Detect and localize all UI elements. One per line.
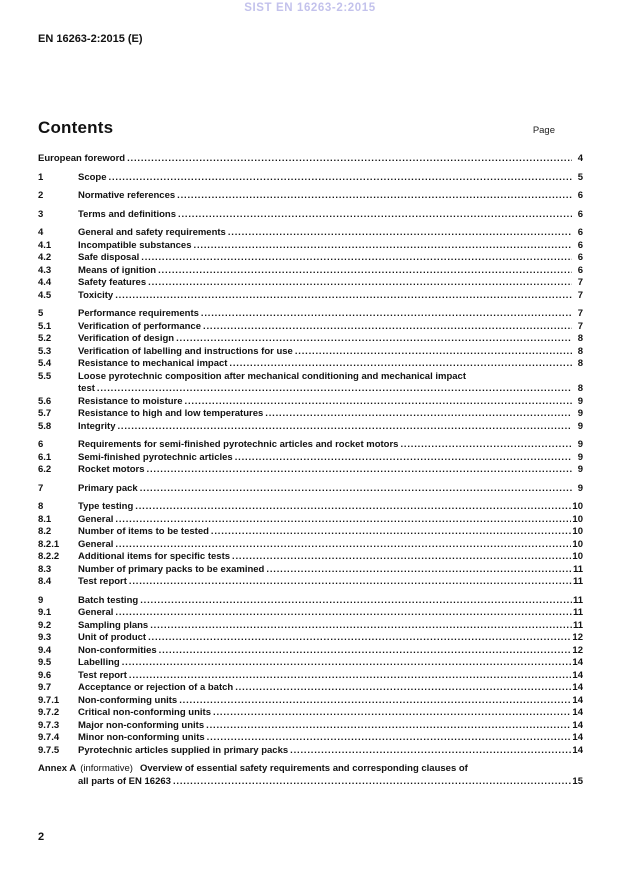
toc-row bbox=[38, 346, 583, 359]
toc-entry-label: Semi-finished pyrotechnic articles bbox=[78, 451, 233, 463]
toc-entry-number: 6 bbox=[38, 439, 44, 450]
toc-entry-number: 8.2.1 bbox=[38, 538, 60, 550]
toc-row bbox=[38, 227, 583, 240]
annex-page: 15 bbox=[572, 775, 583, 787]
toc-entry-number: 7 bbox=[38, 482, 44, 494]
toc-entry-label: Critical non-conforming units bbox=[78, 707, 211, 718]
toc-entry-label: Major non-conforming units bbox=[78, 719, 205, 731]
toc-entry-label: Means of ignition bbox=[78, 264, 157, 276]
annex-continuation: all parts of EN 16263 bbox=[78, 775, 171, 787]
leader-dots bbox=[148, 632, 571, 645]
toc-entry-number: 5.4 bbox=[38, 358, 52, 369]
toc-entry-number: 5.6 bbox=[38, 395, 52, 407]
toc-entry-label: Verification of labelling and instructions for use bbox=[78, 345, 293, 357]
toc-entry-page: 9 bbox=[577, 395, 583, 407]
toc-entry-number: 5.5 bbox=[38, 370, 52, 382]
toc-entry-page: 9 bbox=[577, 482, 583, 494]
footer-page-number: 2 bbox=[38, 831, 45, 843]
leader-dots bbox=[129, 576, 572, 589]
toc-entry-page: 14 bbox=[572, 682, 583, 693]
toc-row bbox=[38, 421, 583, 434]
toc-entry-page: 14 bbox=[572, 732, 583, 743]
toc-entry-page: 10 bbox=[572, 551, 583, 562]
toc-entry-page: 11 bbox=[572, 607, 583, 618]
toc-entry-page: 6 bbox=[577, 264, 583, 276]
toc-entry-number: 8.2 bbox=[38, 526, 52, 537]
toc-entry-page: 4 bbox=[577, 153, 583, 164]
leader-dots bbox=[229, 358, 572, 371]
toc-entry-number: 4 bbox=[38, 227, 44, 238]
toc-row bbox=[38, 514, 583, 527]
toc-entry-page: 12 bbox=[572, 644, 583, 656]
toc-entry-label: Test report bbox=[78, 576, 127, 587]
toc-entry-label: Verification of design bbox=[78, 333, 175, 344]
page-column-label: Page bbox=[532, 125, 555, 136]
toc-entry-label: Acceptance or rejection of a batch bbox=[78, 682, 234, 693]
leader-dots bbox=[207, 732, 572, 745]
leader-dots bbox=[97, 383, 572, 396]
toc-entry-number: 9.4 bbox=[38, 644, 52, 656]
toc-row bbox=[38, 209, 583, 222]
leader-dots bbox=[265, 408, 572, 421]
toc-entry-label: Sampling plans bbox=[78, 619, 149, 631]
leader-dots bbox=[177, 190, 572, 203]
toc-row bbox=[38, 732, 583, 745]
toc-entry-label: Number of items to be tested bbox=[78, 526, 209, 537]
toc-entry-label: Minor non-conforming units bbox=[78, 732, 205, 743]
leader-dots bbox=[140, 483, 572, 496]
toc-entry-page: 5 bbox=[577, 171, 583, 183]
toc-row bbox=[38, 371, 583, 396]
toc-row bbox=[38, 396, 583, 409]
toc-row bbox=[38, 277, 583, 290]
toc-entry-label: Pyrotechnic articles supplied in primary packs bbox=[78, 744, 289, 756]
toc-list bbox=[38, 153, 583, 788]
toc-row bbox=[38, 682, 583, 695]
toc-entry-label: Rocket motors bbox=[78, 464, 145, 475]
toc-entry-number: 5.7 bbox=[38, 408, 52, 419]
leader-dots bbox=[213, 707, 571, 720]
toc-entry-number: 9.6 bbox=[38, 669, 52, 681]
toc-entry-page: 6 bbox=[577, 227, 583, 238]
toc-entry-number: 9.7.2 bbox=[38, 707, 60, 718]
leader-dots bbox=[266, 564, 572, 577]
toc-entry-label: Requirements for semi-finished pyrotechnic articles and rocket motors bbox=[78, 439, 399, 450]
toc-entry-number: 9.7 bbox=[38, 682, 52, 693]
toc-entry-label: Labelling bbox=[78, 657, 120, 668]
contents-header bbox=[38, 118, 583, 138]
toc-entry-label: Integrity bbox=[78, 420, 116, 432]
toc-row bbox=[38, 190, 583, 203]
toc-entry-label: European foreword bbox=[38, 153, 126, 164]
leader-dots bbox=[400, 439, 572, 452]
toc-row bbox=[38, 333, 583, 346]
toc-entry-label: Resistance to high and low temperatures bbox=[78, 408, 264, 419]
toc-entry-page: 11 bbox=[572, 594, 583, 606]
leader-dots bbox=[115, 539, 571, 552]
annex-label: Overview of essential safety requirements and corresponding clauses of bbox=[139, 763, 468, 774]
toc-row bbox=[38, 670, 583, 683]
leader-dots bbox=[206, 720, 571, 733]
toc-row bbox=[38, 576, 583, 589]
leader-dots bbox=[179, 695, 571, 708]
toc-entry-number: 9.7.4 bbox=[38, 732, 60, 743]
leader-dots bbox=[228, 227, 572, 240]
toc-entry-page: 6 bbox=[577, 190, 583, 201]
toc-entry-page: 6 bbox=[577, 239, 583, 251]
leader-dots bbox=[178, 209, 572, 222]
toc-entry-number: 9.7.5 bbox=[38, 744, 60, 756]
toc-entry-page: 6 bbox=[577, 252, 583, 263]
toc-entry-number: 9 bbox=[38, 594, 44, 606]
leader-dots bbox=[203, 321, 572, 334]
toc-entry-label: Unit of product bbox=[78, 632, 147, 643]
toc-entry-number: 4.1 bbox=[38, 239, 52, 251]
toc-entry-page: 14 bbox=[572, 657, 583, 668]
annex-prefix: Annex A bbox=[38, 763, 77, 774]
leader-dots bbox=[295, 346, 572, 359]
toc-entry-number: 1 bbox=[38, 171, 44, 183]
toc-row bbox=[38, 620, 583, 633]
toc-row bbox=[38, 539, 583, 552]
toc-entry-page: 14 bbox=[572, 669, 583, 681]
toc-entry-label: Performance requirements bbox=[78, 308, 199, 319]
toc-entry-page: 14 bbox=[572, 694, 583, 706]
toc-entry-page: 14 bbox=[572, 719, 583, 731]
toc-entry-page: 9 bbox=[577, 464, 583, 475]
leader-dots bbox=[122, 657, 572, 670]
toc-row bbox=[38, 439, 583, 452]
toc-row bbox=[38, 408, 583, 421]
leader-dots bbox=[129, 670, 572, 683]
toc-row bbox=[38, 290, 583, 303]
leader-dots bbox=[173, 776, 571, 789]
toc-entry-label: Non-conforming units bbox=[78, 694, 178, 706]
leader-dots bbox=[148, 277, 572, 290]
leader-dots bbox=[109, 172, 572, 185]
toc-entry-number: 9.1 bbox=[38, 607, 52, 618]
toc-row bbox=[38, 657, 583, 670]
toc-row bbox=[38, 252, 583, 265]
toc-entry-page: 8 bbox=[577, 345, 583, 357]
toc-entry-page: 10 bbox=[572, 501, 583, 512]
toc-entry-label: Safe disposal bbox=[78, 252, 140, 263]
toc-entry-number: 8.1 bbox=[38, 513, 52, 525]
toc-entry-label: Terms and definitions bbox=[78, 208, 177, 220]
toc-row bbox=[38, 551, 583, 564]
toc-entry-page: 9 bbox=[577, 408, 583, 419]
toc-row bbox=[38, 464, 583, 477]
toc-row bbox=[38, 358, 583, 371]
toc-entry-label: General bbox=[78, 513, 114, 525]
leader-dots bbox=[159, 645, 572, 658]
toc-entry-label: Type testing bbox=[78, 501, 134, 512]
leader-dots bbox=[232, 551, 571, 564]
toc-entry-label: Batch testing bbox=[78, 594, 139, 606]
toc-entry-number: 4.3 bbox=[38, 264, 52, 276]
toc-entry-number: 5.1 bbox=[38, 320, 52, 332]
toc-entry-page: 14 bbox=[572, 744, 583, 756]
toc-entry-page: 6 bbox=[577, 208, 583, 220]
toc-row bbox=[38, 707, 583, 720]
toc-entry-label: Non-conformities bbox=[78, 644, 157, 656]
toc-entry-number: 4.4 bbox=[38, 277, 52, 288]
toc-row bbox=[38, 240, 583, 253]
toc-annex-row bbox=[38, 763, 583, 788]
toc-entry-page: 9 bbox=[577, 439, 583, 450]
toc-entry-page: 7 bbox=[577, 308, 583, 319]
toc-entry-page: 7 bbox=[577, 320, 583, 332]
toc-entry-label: General bbox=[78, 538, 114, 550]
leader-dots bbox=[117, 421, 572, 434]
toc-entry-page: 11 bbox=[572, 576, 583, 587]
leader-dots bbox=[135, 501, 571, 514]
leader-dots bbox=[194, 240, 572, 253]
toc-row bbox=[38, 452, 583, 465]
toc-entry-number: 9.2 bbox=[38, 619, 52, 631]
toc-entry-number: 4.2 bbox=[38, 252, 52, 263]
toc-entry-number: 2 bbox=[38, 190, 44, 201]
leader-dots bbox=[235, 452, 572, 465]
toc-row bbox=[38, 720, 583, 733]
toc-entry-number: 5.3 bbox=[38, 345, 52, 357]
toc-entry-number: 9.5 bbox=[38, 657, 52, 668]
leader-dots bbox=[115, 290, 572, 303]
toc-row bbox=[38, 501, 583, 514]
toc-entry-label: Scope bbox=[78, 171, 107, 183]
leader-dots bbox=[141, 252, 572, 265]
toc-entry-number: 8.4 bbox=[38, 576, 52, 587]
toc-row bbox=[38, 645, 583, 658]
document-reference: EN 16263-2:2015 (E) bbox=[38, 33, 143, 45]
leader-dots bbox=[176, 333, 572, 346]
toc-entry-number: 6.1 bbox=[38, 451, 52, 463]
toc-entry-label: General and safety requirements bbox=[78, 227, 226, 238]
toc-entry-number: 9.3 bbox=[38, 632, 52, 643]
toc-entry-page: 8 bbox=[577, 358, 583, 369]
toc-entry-page: 8 bbox=[577, 383, 583, 394]
toc-row bbox=[38, 483, 583, 496]
toc-entry-number: 9.7.1 bbox=[38, 694, 60, 706]
toc-entry-label: Number of primary packs to be examined bbox=[78, 563, 265, 575]
watermark-text: SIST EN 16263-2:2015 bbox=[244, 2, 376, 14]
toc-row bbox=[38, 153, 583, 166]
toc-entry-label: Test report bbox=[78, 669, 127, 681]
leader-dots bbox=[185, 396, 572, 409]
contents-title: Contents bbox=[38, 118, 114, 137]
toc-row bbox=[38, 595, 583, 608]
toc-entry-page: 10 bbox=[572, 526, 583, 537]
toc-entry-label: Additional items for specific tests bbox=[78, 551, 231, 562]
leader-dots bbox=[158, 265, 572, 278]
toc-entry-number: 6.2 bbox=[38, 464, 52, 475]
toc-row bbox=[38, 308, 583, 321]
toc-entry-number: 3 bbox=[38, 208, 44, 220]
leader-dots bbox=[150, 620, 572, 633]
toc-row bbox=[38, 526, 583, 539]
toc-row bbox=[38, 564, 583, 577]
leader-dots bbox=[140, 595, 572, 608]
toc-entry-page: 11 bbox=[572, 563, 583, 575]
toc-entry-label: Resistance to mechanical impact bbox=[78, 358, 228, 369]
toc-row bbox=[38, 321, 583, 334]
toc-entry-page: 10 bbox=[572, 538, 583, 550]
toc-entry-page: 7 bbox=[577, 277, 583, 288]
toc-entry-page: 9 bbox=[577, 451, 583, 463]
toc-entry-label: Safety features bbox=[78, 277, 147, 288]
leader-dots bbox=[115, 607, 572, 620]
toc-row bbox=[38, 607, 583, 620]
leader-dots bbox=[115, 514, 571, 527]
toc-entry-page: 8 bbox=[577, 333, 583, 344]
leader-dots bbox=[201, 308, 572, 321]
toc-entry-label: Incompatible substances bbox=[78, 239, 192, 251]
leader-dots bbox=[147, 464, 572, 477]
toc-entry-page: 9 bbox=[577, 420, 583, 432]
toc-entry-page: 11 bbox=[572, 619, 583, 631]
toc-entry-number: 9.7.3 bbox=[38, 719, 60, 731]
toc-entry-continuation: test bbox=[78, 383, 95, 394]
toc-entry-number: 5.2 bbox=[38, 333, 52, 344]
toc-row bbox=[38, 695, 583, 708]
toc-entry-number: 8.2.2 bbox=[38, 551, 60, 562]
toc-entry-page: 12 bbox=[572, 632, 583, 643]
toc-entry-label: Verification of performance bbox=[78, 320, 202, 332]
toc-entry-number: 8.3 bbox=[38, 563, 52, 575]
leader-dots bbox=[235, 682, 571, 695]
toc-entry-label: Primary pack bbox=[78, 482, 138, 494]
toc-entry-label: Toxicity bbox=[78, 289, 114, 301]
toc-row bbox=[38, 172, 583, 185]
toc-entry-number: 5.8 bbox=[38, 420, 52, 432]
toc-entry-page: 14 bbox=[572, 707, 583, 718]
annex-qualifier: (informative) bbox=[80, 763, 133, 774]
toc-entry-number: 8 bbox=[38, 501, 44, 512]
toc-entry-label: Resistance to moisture bbox=[78, 395, 183, 407]
toc-row bbox=[38, 265, 583, 278]
toc-row bbox=[38, 745, 583, 758]
toc-entry-label: General bbox=[78, 607, 114, 618]
toc-entry-label: Loose pyrotechnic composition after mechanical conditioning and mechanical impact bbox=[78, 370, 466, 382]
toc-entry-page: 7 bbox=[577, 289, 583, 301]
leader-dots bbox=[211, 526, 572, 539]
toc-entry-number: 4.5 bbox=[38, 289, 52, 301]
toc-entry-label: Normative references bbox=[78, 190, 176, 201]
toc-entry-number: 5 bbox=[38, 308, 44, 319]
leader-dots bbox=[290, 745, 571, 758]
leader-dots bbox=[127, 153, 572, 166]
toc-entry-page: 10 bbox=[572, 513, 583, 525]
toc-row bbox=[38, 632, 583, 645]
